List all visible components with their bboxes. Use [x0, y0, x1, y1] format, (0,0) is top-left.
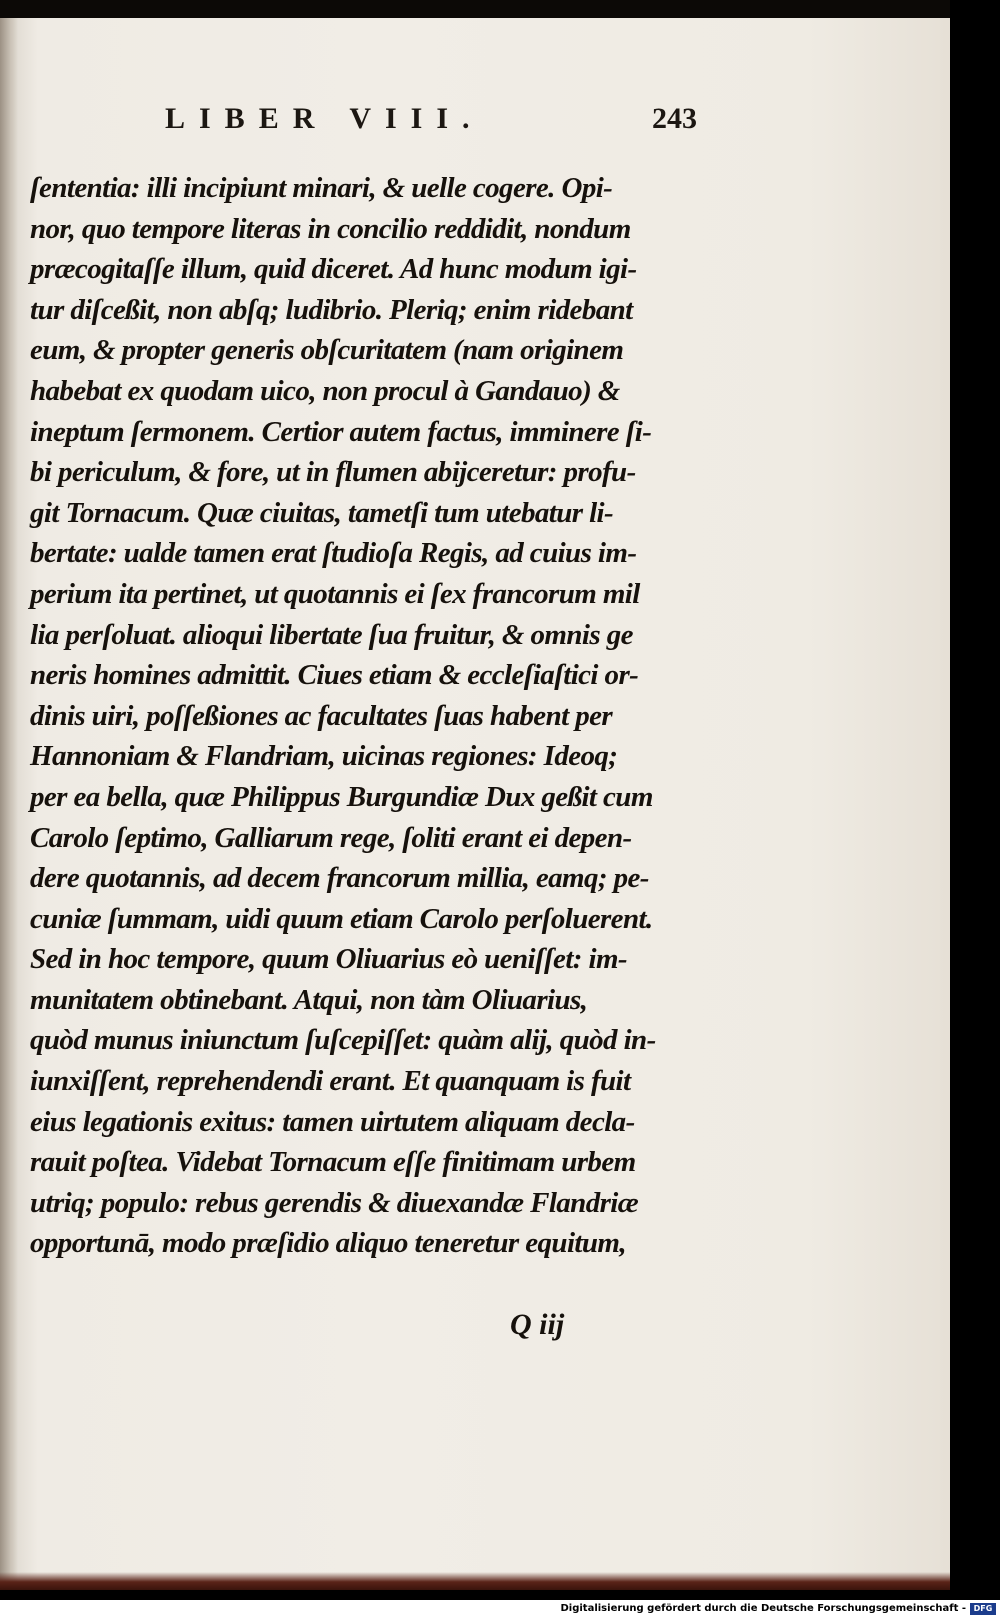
text-line: bertate: ualde tamen erat ſtudioſa Regis, ad cuius im-	[30, 537, 637, 570]
running-head: LIBER VIII.	[165, 102, 484, 135]
page-bottom-edge	[0, 1572, 950, 1590]
book-page	[0, 18, 950, 1590]
funding-credit: Digitalisierung gefördert durch die Deutsche Forschungsgemeinschaft -	[560, 1603, 966, 1614]
text-line: perium ita pertinet, ut quotannis ei ſex francorum mil	[30, 577, 640, 610]
text-line: utriq; populo: rebus gerendis & diuexandæ Flandriæ	[30, 1186, 639, 1219]
dfg-logo: DFG	[970, 1603, 996, 1615]
text-line: cuniæ ſummam, uidi quum etiam Carolo perſoluerent.	[30, 902, 653, 935]
text-line: ſententia: illi incipiunt minari, & uelle cogere. Opi-	[30, 172, 613, 204]
text-line: Hannoniam & Flandriam, uicinas regiones: Ideoq;	[30, 740, 618, 773]
page-header	[30, 102, 730, 162]
text-line: per ea bella, quæ Philippus Burgundiæ Dux geßit cum	[30, 780, 653, 813]
text-line: eum, & propter generis obſcuritatem (nam originem	[30, 334, 624, 367]
text-line: Sed in hoc tempore, quum Oliuarius eò ueniſſet: im-	[30, 943, 627, 976]
text-line: præcogitaſſe illum, quid diceret. Ad hunc modum igi-	[30, 253, 637, 286]
text-line: ineptum ſermonem. Certior autem factus, imminere ſi-	[30, 415, 652, 448]
text-line: munitatem obtinebant. Atqui, non tàm Oliuarius,	[30, 983, 588, 1016]
text-line: neris homines admittit. Ciues etiam & eccleſiaſtici or-	[30, 659, 639, 692]
text-line: lia perſoluat. alioqui libertate ſua fruitur, & omnis ge	[30, 618, 633, 651]
scan-right-border	[950, 0, 1000, 1600]
text-line: dinis uiri, poſſeßiones ac facultates ſuas habent per	[30, 699, 613, 732]
body-text	[30, 168, 730, 1264]
text-line: opportunā, modo præſidio aliquo teneretur equitum,	[30, 1227, 627, 1260]
text-line: nor, quo tempore literas in concilio reddidit, nondum	[30, 212, 631, 245]
text-line: tur diſceßit, non abſq; ludibrio. Pleriq; enim ridebant	[30, 293, 633, 326]
page-number: 243	[652, 102, 697, 135]
text-line: rauit poſtea. Videbat Tornacum eſſe finitimam urbem	[30, 1146, 636, 1179]
text-line: dere quotannis, ad decem francorum millia, eamq; pe-	[30, 862, 649, 895]
text-line: habebat ex quodam uico, non procul à Gandauo) &	[30, 374, 620, 407]
text-line: Carolo ſeptimo, Galliarum rege, ſoliti erant ei depen-	[30, 821, 632, 854]
scan-top-border	[0, 0, 1000, 18]
text-line: git Tornacum. Quæ ciuitas, tametſi tum utebatur li-	[30, 496, 614, 529]
signature-mark: Q iij	[510, 1308, 565, 1341]
text-line: bi periculum, & fore, ut in flumen abijceretur: profu-	[30, 456, 636, 489]
text-line: quòd munus iniunctum ſuſcepiſſet: quàm alij, quòd in-	[30, 1024, 656, 1057]
text-line: iunxiſſent, reprehendendi erant. Et quanquam is fuit	[30, 1065, 631, 1098]
page-gutter-shadow	[0, 18, 18, 1590]
text-line: eius legationis exitus: tamen uirtutem aliquam decla-	[30, 1105, 635, 1138]
